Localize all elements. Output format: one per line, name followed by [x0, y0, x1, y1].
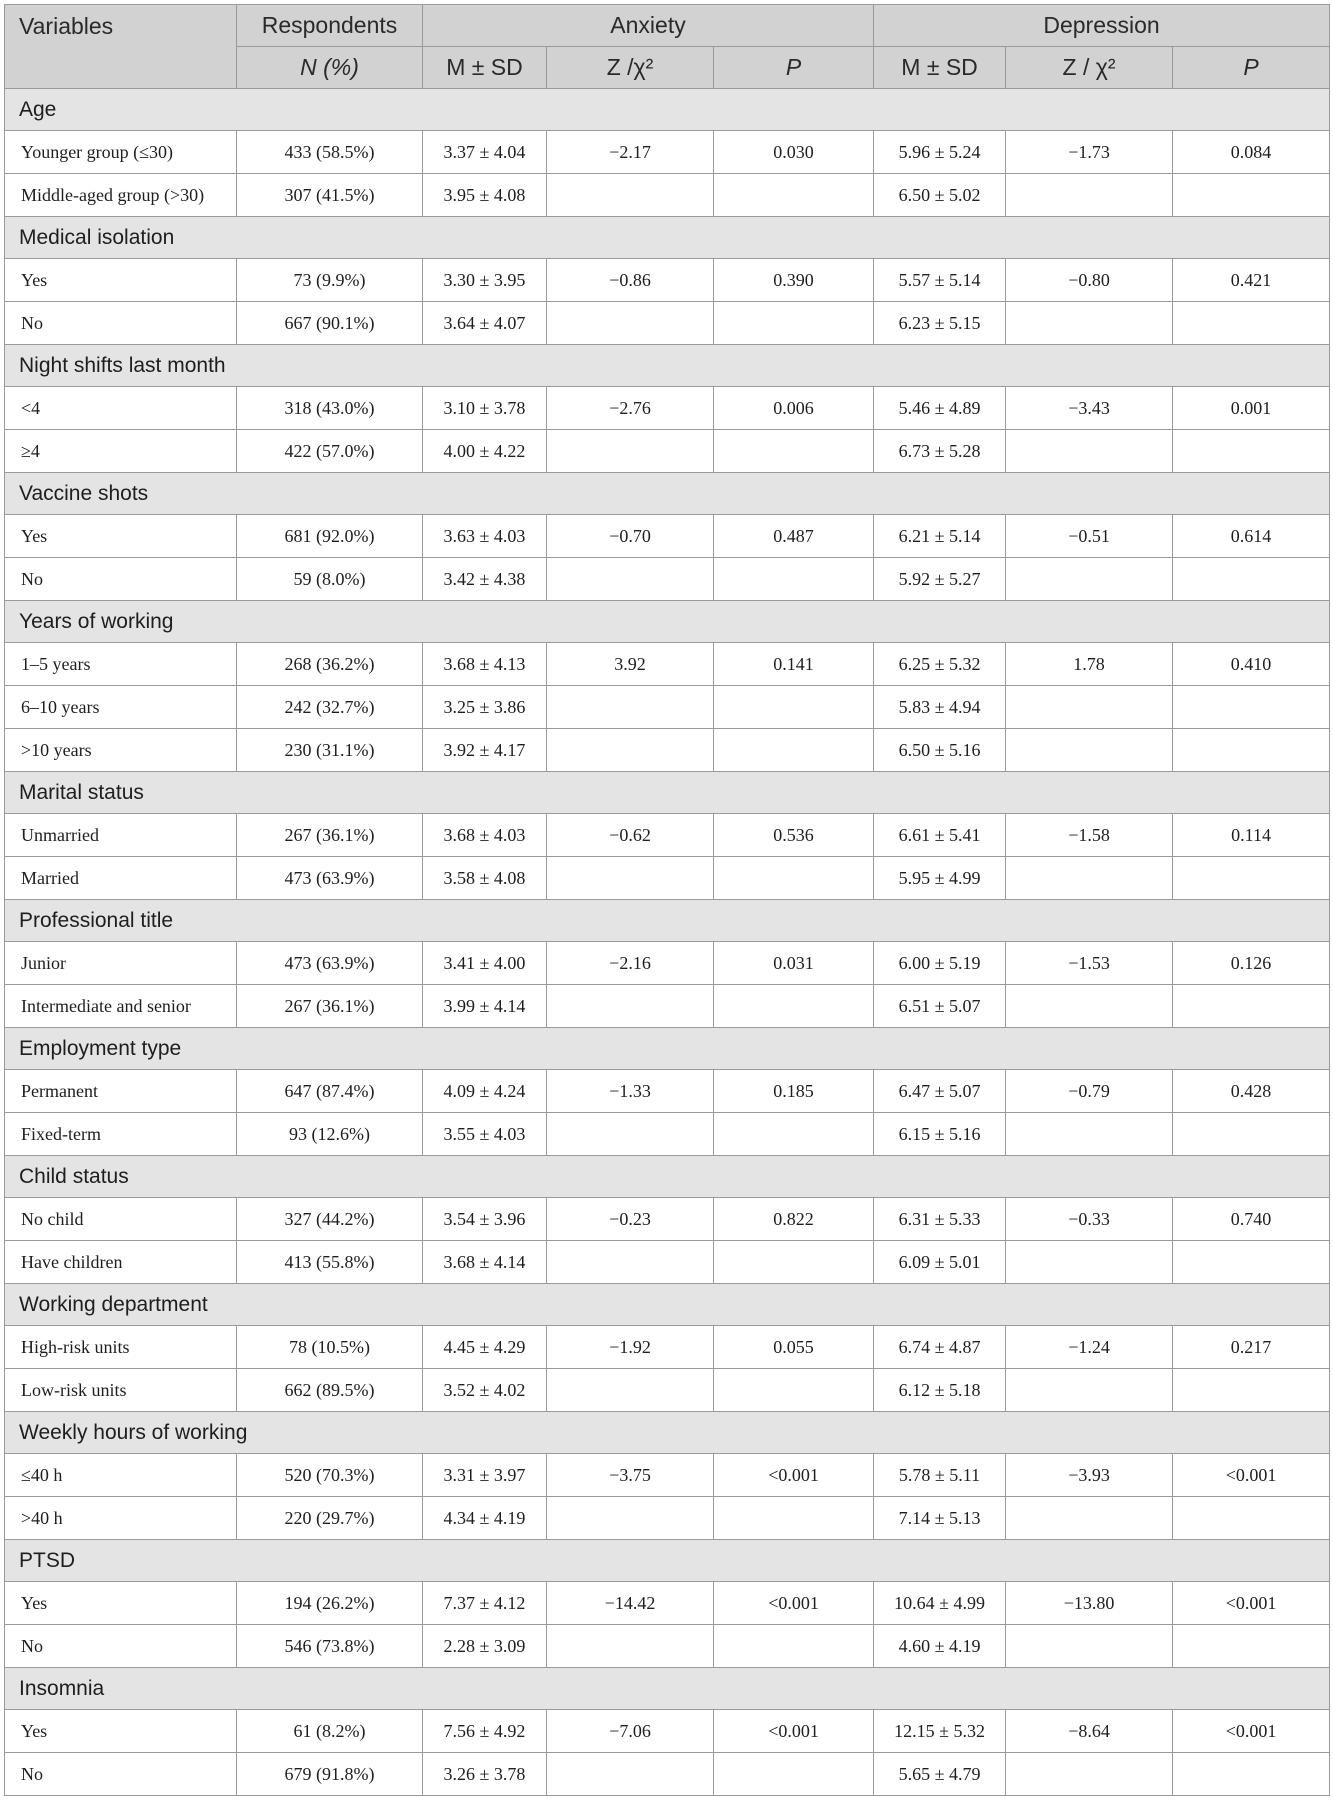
table-row [5, 1625, 1330, 1668]
depression-z-cell: −1.24 [1006, 1326, 1173, 1369]
anxiety-z-cell [547, 430, 714, 473]
respondents-cell: 220 (29.7%) [237, 1497, 423, 1540]
table-row [5, 686, 1330, 729]
depression-z-cell [1006, 857, 1173, 900]
anxiety-msd-cell: 3.31 ± 3.97 [423, 1454, 547, 1497]
depression-p-cell: <0.001 [1173, 1582, 1330, 1625]
header-depression-z: Z / χ² [1006, 47, 1173, 89]
respondents-cell: 520 (70.3%) [237, 1454, 423, 1497]
respondents-cell: 61 (8.2%) [237, 1710, 423, 1753]
anxiety-msd-cell: 3.68 ± 4.13 [423, 643, 547, 686]
depression-z-cell: −1.73 [1006, 131, 1173, 174]
respondents-cell: 268 (36.2%) [237, 643, 423, 686]
depression-p-cell [1173, 686, 1330, 729]
table-container [4, 4, 1329, 1796]
depression-z-cell: −3.93 [1006, 1454, 1173, 1497]
table-row [5, 174, 1330, 217]
depression-p-cell: 0.126 [1173, 942, 1330, 985]
anxiety-z-cell: −14.42 [547, 1582, 714, 1625]
anxiety-msd-cell: 3.63 ± 4.03 [423, 515, 547, 558]
row-label: No [5, 558, 237, 601]
anxiety-p-cell [714, 1753, 874, 1796]
anxiety-p-cell: <0.001 [714, 1582, 874, 1625]
group-row [5, 1028, 1330, 1070]
anxiety-z-cell: −2.16 [547, 942, 714, 985]
depression-p-cell: 0.114 [1173, 814, 1330, 857]
table-row [5, 430, 1330, 473]
depression-z-cell [1006, 729, 1173, 772]
header-variables: Variables [5, 5, 237, 89]
depression-msd-cell: 5.78 ± 5.11 [874, 1454, 1006, 1497]
depression-z-cell: −0.80 [1006, 259, 1173, 302]
table-row [5, 1241, 1330, 1284]
table-row [5, 1113, 1330, 1156]
group-row [5, 345, 1330, 387]
row-label: Married [5, 857, 237, 900]
respondents-cell: 230 (31.1%) [237, 729, 423, 772]
header-depression-p: P [1173, 47, 1330, 89]
depression-msd-cell: 6.73 ± 5.28 [874, 430, 1006, 473]
table-row [5, 387, 1330, 430]
row-label: Middle-aged group (>30) [5, 174, 237, 217]
depression-msd-cell: 6.25 ± 5.32 [874, 643, 1006, 686]
anxiety-msd-cell: 3.26 ± 3.78 [423, 1753, 547, 1796]
anxiety-msd-cell: 3.58 ± 4.08 [423, 857, 547, 900]
anxiety-z-cell [547, 1625, 714, 1668]
depression-p-cell [1173, 430, 1330, 473]
row-label: No [5, 1625, 237, 1668]
depression-p-cell: 0.001 [1173, 387, 1330, 430]
depression-p-cell: 0.217 [1173, 1326, 1330, 1369]
anxiety-p-cell [714, 558, 874, 601]
respondents-cell: 647 (87.4%) [237, 1070, 423, 1113]
table-row [5, 729, 1330, 772]
depression-msd-cell: 6.09 ± 5.01 [874, 1241, 1006, 1284]
anxiety-msd-cell: 3.55 ± 4.03 [423, 1113, 547, 1156]
table-row [5, 1497, 1330, 1540]
respondents-cell: 73 (9.9%) [237, 259, 423, 302]
depression-z-cell [1006, 1497, 1173, 1540]
respondents-cell: 267 (36.1%) [237, 814, 423, 857]
depression-msd-cell: 6.47 ± 5.07 [874, 1070, 1006, 1113]
anxiety-z-cell [547, 1369, 714, 1412]
depression-z-cell: −8.64 [1006, 1710, 1173, 1753]
header-n-pct: N (%) [237, 47, 423, 89]
table-row [5, 643, 1330, 686]
depression-p-cell [1173, 1497, 1330, 1540]
depression-z-cell [1006, 1113, 1173, 1156]
anxiety-z-cell: −0.70 [547, 515, 714, 558]
anxiety-p-cell [714, 857, 874, 900]
depression-msd-cell: 6.50 ± 5.02 [874, 174, 1006, 217]
anxiety-p-cell: 0.006 [714, 387, 874, 430]
respondents-cell: 194 (26.2%) [237, 1582, 423, 1625]
depression-msd-cell: 5.83 ± 4.94 [874, 686, 1006, 729]
anxiety-msd-cell: 2.28 ± 3.09 [423, 1625, 547, 1668]
respondents-cell: 681 (92.0%) [237, 515, 423, 558]
depression-msd-cell: 5.96 ± 5.24 [874, 131, 1006, 174]
anxiety-msd-cell: 4.09 ± 4.24 [423, 1070, 547, 1113]
depression-p-cell [1173, 1369, 1330, 1412]
anxiety-msd-cell: 3.54 ± 3.96 [423, 1198, 547, 1241]
row-label: Intermediate and senior [5, 985, 237, 1028]
row-label: Low-risk units [5, 1369, 237, 1412]
depression-msd-cell: 12.15 ± 5.32 [874, 1710, 1006, 1753]
anxiety-msd-cell: 3.25 ± 3.86 [423, 686, 547, 729]
anxiety-msd-cell: 3.68 ± 4.03 [423, 814, 547, 857]
depression-p-cell: 0.428 [1173, 1070, 1330, 1113]
anxiety-z-cell [547, 174, 714, 217]
anxiety-msd-cell: 3.10 ± 3.78 [423, 387, 547, 430]
depression-msd-cell: 6.00 ± 5.19 [874, 942, 1006, 985]
group-row [5, 89, 1330, 131]
table-body [5, 89, 1330, 1796]
group-row [5, 1284, 1330, 1326]
anxiety-z-cell: −2.76 [547, 387, 714, 430]
depression-msd-cell: 6.23 ± 5.15 [874, 302, 1006, 345]
anxiety-msd-cell: 3.64 ± 4.07 [423, 302, 547, 345]
anxiety-msd-cell: 3.52 ± 4.02 [423, 1369, 547, 1412]
depression-msd-cell: 6.15 ± 5.16 [874, 1113, 1006, 1156]
depression-msd-cell: 10.64 ± 4.99 [874, 1582, 1006, 1625]
group-title: Years of working [5, 601, 1330, 643]
anxiety-z-cell [547, 1241, 714, 1284]
table-row [5, 515, 1330, 558]
depression-z-cell [1006, 302, 1173, 345]
depression-z-cell [1006, 174, 1173, 217]
row-label: ≤40 h [5, 1454, 237, 1497]
depression-msd-cell: 5.65 ± 4.79 [874, 1753, 1006, 1796]
group-title: Vaccine shots [5, 473, 1330, 515]
depression-z-cell: −3.43 [1006, 387, 1173, 430]
anxiety-z-cell [547, 1497, 714, 1540]
row-label: No child [5, 1198, 237, 1241]
depression-p-cell [1173, 302, 1330, 345]
group-title: Insomnia [5, 1668, 1330, 1710]
respondents-cell: 413 (55.8%) [237, 1241, 423, 1284]
row-label: 6–10 years [5, 686, 237, 729]
anxiety-z-cell [547, 729, 714, 772]
depression-z-cell [1006, 686, 1173, 729]
table-row [5, 1198, 1330, 1241]
depression-p-cell [1173, 729, 1330, 772]
depression-msd-cell: 4.60 ± 4.19 [874, 1625, 1006, 1668]
anxiety-z-cell [547, 857, 714, 900]
anxiety-p-cell: <0.001 [714, 1454, 874, 1497]
anxiety-p-cell: 0.031 [714, 942, 874, 985]
respondents-cell: 327 (44.2%) [237, 1198, 423, 1241]
group-row [5, 1540, 1330, 1582]
respondents-cell: 662 (89.5%) [237, 1369, 423, 1412]
anxiety-msd-cell: 7.56 ± 4.92 [423, 1710, 547, 1753]
table-row [5, 259, 1330, 302]
group-title: Working department [5, 1284, 1330, 1326]
anxiety-msd-cell: 3.92 ± 4.17 [423, 729, 547, 772]
depression-msd-cell: 6.21 ± 5.14 [874, 515, 1006, 558]
anxiety-z-cell: 3.92 [547, 643, 714, 686]
anxiety-p-cell [714, 1497, 874, 1540]
anxiety-msd-cell: 3.30 ± 3.95 [423, 259, 547, 302]
depression-msd-cell: 5.92 ± 5.27 [874, 558, 1006, 601]
depression-z-cell: −13.80 [1006, 1582, 1173, 1625]
anxiety-z-cell: −1.92 [547, 1326, 714, 1369]
anxiety-p-cell: 0.487 [714, 515, 874, 558]
header-anxiety-z: Z /χ² [547, 47, 714, 89]
group-title: Medical isolation [5, 217, 1330, 259]
depression-p-cell: 0.740 [1173, 1198, 1330, 1241]
respondents-cell: 667 (90.1%) [237, 302, 423, 345]
depression-z-cell: −0.79 [1006, 1070, 1173, 1113]
anxiety-p-cell: 0.822 [714, 1198, 874, 1241]
row-label: <4 [5, 387, 237, 430]
group-row [5, 217, 1330, 259]
anxiety-z-cell [547, 302, 714, 345]
table-row [5, 1326, 1330, 1369]
anxiety-p-cell [714, 1241, 874, 1284]
anxiety-msd-cell: 7.37 ± 4.12 [423, 1582, 547, 1625]
depression-msd-cell: 5.95 ± 4.99 [874, 857, 1006, 900]
anxiety-z-cell: −0.62 [547, 814, 714, 857]
anxiety-msd-cell: 4.34 ± 4.19 [423, 1497, 547, 1540]
anxiety-z-cell: −0.23 [547, 1198, 714, 1241]
table-row [5, 814, 1330, 857]
anxiety-p-cell [714, 985, 874, 1028]
row-label: Yes [5, 1582, 237, 1625]
depression-z-cell [1006, 1241, 1173, 1284]
table-row [5, 1454, 1330, 1497]
depression-msd-cell: 6.50 ± 5.16 [874, 729, 1006, 772]
header-anxiety: Anxiety [423, 5, 874, 47]
anxiety-msd-cell: 3.99 ± 4.14 [423, 985, 547, 1028]
group-title: Weekly hours of working [5, 1412, 1330, 1454]
table-row [5, 1753, 1330, 1796]
group-row [5, 473, 1330, 515]
row-label: High-risk units [5, 1326, 237, 1369]
anxiety-p-cell [714, 1369, 874, 1412]
anxiety-z-cell [547, 1753, 714, 1796]
respondents-cell: 93 (12.6%) [237, 1113, 423, 1156]
group-row [5, 772, 1330, 814]
group-row [5, 1668, 1330, 1710]
depression-p-cell [1173, 174, 1330, 217]
respondents-cell: 318 (43.0%) [237, 387, 423, 430]
anxiety-p-cell: 0.185 [714, 1070, 874, 1113]
anxiety-msd-cell: 3.42 ± 4.38 [423, 558, 547, 601]
depression-z-cell: −0.51 [1006, 515, 1173, 558]
anxiety-msd-cell: 4.00 ± 4.22 [423, 430, 547, 473]
table-row [5, 131, 1330, 174]
row-label: Fixed-term [5, 1113, 237, 1156]
respondents-cell: 546 (73.8%) [237, 1625, 423, 1668]
anxiety-msd-cell: 3.68 ± 4.14 [423, 1241, 547, 1284]
anxiety-msd-cell: 4.45 ± 4.29 [423, 1326, 547, 1369]
depression-z-cell [1006, 1369, 1173, 1412]
depression-msd-cell: 6.51 ± 5.07 [874, 985, 1006, 1028]
anxiety-msd-cell: 3.41 ± 4.00 [423, 942, 547, 985]
depression-z-cell [1006, 1625, 1173, 1668]
header-anxiety-p: P [714, 47, 874, 89]
depression-msd-cell: 6.61 ± 5.41 [874, 814, 1006, 857]
table-row [5, 1070, 1330, 1113]
anxiety-p-cell: <0.001 [714, 1710, 874, 1753]
depression-p-cell: <0.001 [1173, 1710, 1330, 1753]
group-row [5, 1156, 1330, 1198]
table-row [5, 1369, 1330, 1412]
row-label: ≥4 [5, 430, 237, 473]
anxiety-p-cell [714, 1625, 874, 1668]
depression-z-cell: −1.58 [1006, 814, 1173, 857]
table-row [5, 302, 1330, 345]
group-title: Professional title [5, 900, 1330, 942]
header-anxiety-msd: M ± SD [423, 47, 547, 89]
row-label: Junior [5, 942, 237, 985]
group-title: Age [5, 89, 1330, 131]
group-title: Night shifts last month [5, 345, 1330, 387]
table-row [5, 558, 1330, 601]
depression-p-cell: <0.001 [1173, 1454, 1330, 1497]
depression-p-cell [1173, 1753, 1330, 1796]
depression-msd-cell: 6.31 ± 5.33 [874, 1198, 1006, 1241]
respondents-cell: 242 (32.7%) [237, 686, 423, 729]
respondents-cell: 679 (91.8%) [237, 1753, 423, 1796]
anxiety-p-cell: 0.390 [714, 259, 874, 302]
row-label: Unmarried [5, 814, 237, 857]
row-label: Yes [5, 259, 237, 302]
anxiety-z-cell: −7.06 [547, 1710, 714, 1753]
row-label: Yes [5, 515, 237, 558]
anxiety-p-cell [714, 430, 874, 473]
group-title: Employment type [5, 1028, 1330, 1070]
depression-msd-cell: 5.57 ± 5.14 [874, 259, 1006, 302]
anxiety-p-cell [714, 686, 874, 729]
depression-z-cell: 1.78 [1006, 643, 1173, 686]
depression-msd-cell: 5.46 ± 4.89 [874, 387, 1006, 430]
anxiety-msd-cell: 3.95 ± 4.08 [423, 174, 547, 217]
row-label: >40 h [5, 1497, 237, 1540]
header-depression: Depression [874, 5, 1330, 47]
depression-p-cell: 0.614 [1173, 515, 1330, 558]
depression-p-cell [1173, 1241, 1330, 1284]
row-label: Younger group (≤30) [5, 131, 237, 174]
anxiety-p-cell: 0.030 [714, 131, 874, 174]
depression-p-cell [1173, 558, 1330, 601]
anxiety-z-cell: −2.17 [547, 131, 714, 174]
row-label: >10 years [5, 729, 237, 772]
table-row [5, 942, 1330, 985]
anxiety-p-cell [714, 729, 874, 772]
depression-z-cell [1006, 558, 1173, 601]
respondents-cell: 267 (36.1%) [237, 985, 423, 1028]
results-table [4, 4, 1330, 1796]
respondents-cell: 473 (63.9%) [237, 857, 423, 900]
anxiety-p-cell [714, 302, 874, 345]
depression-z-cell [1006, 985, 1173, 1028]
anxiety-p-cell [714, 174, 874, 217]
respondents-cell: 473 (63.9%) [237, 942, 423, 985]
anxiety-z-cell [547, 558, 714, 601]
anxiety-z-cell: −0.86 [547, 259, 714, 302]
depression-z-cell [1006, 1753, 1173, 1796]
depression-p-cell [1173, 985, 1330, 1028]
depression-z-cell [1006, 430, 1173, 473]
table-row [5, 1582, 1330, 1625]
depression-msd-cell: 6.12 ± 5.18 [874, 1369, 1006, 1412]
depression-msd-cell: 6.74 ± 4.87 [874, 1326, 1006, 1369]
respondents-cell: 59 (8.0%) [237, 558, 423, 601]
row-label: 1–5 years [5, 643, 237, 686]
depression-msd-cell: 7.14 ± 5.13 [874, 1497, 1006, 1540]
anxiety-p-cell [714, 1113, 874, 1156]
depression-p-cell [1173, 1625, 1330, 1668]
group-row [5, 601, 1330, 643]
table-row [5, 1710, 1330, 1753]
group-title: PTSD [5, 1540, 1330, 1582]
respondents-cell: 78 (10.5%) [237, 1326, 423, 1369]
group-title: Marital status [5, 772, 1330, 814]
group-row [5, 1412, 1330, 1454]
row-label: Yes [5, 1710, 237, 1753]
anxiety-p-cell: 0.536 [714, 814, 874, 857]
row-label: No [5, 1753, 237, 1796]
depression-z-cell: −1.53 [1006, 942, 1173, 985]
depression-p-cell: 0.084 [1173, 131, 1330, 174]
table-header [5, 5, 1330, 89]
row-label: No [5, 302, 237, 345]
table-row [5, 857, 1330, 900]
depression-p-cell [1173, 857, 1330, 900]
header-respondents: Respondents [237, 5, 423, 47]
anxiety-z-cell: −3.75 [547, 1454, 714, 1497]
table-row [5, 985, 1330, 1028]
anxiety-z-cell [547, 985, 714, 1028]
anxiety-z-cell [547, 686, 714, 729]
anxiety-z-cell [547, 1113, 714, 1156]
row-label: Permanent [5, 1070, 237, 1113]
header-depression-msd: M ± SD [874, 47, 1006, 89]
depression-p-cell: 0.421 [1173, 259, 1330, 302]
row-label: Have children [5, 1241, 237, 1284]
depression-z-cell: −0.33 [1006, 1198, 1173, 1241]
anxiety-p-cell: 0.055 [714, 1326, 874, 1369]
group-row [5, 900, 1330, 942]
anxiety-msd-cell: 3.37 ± 4.04 [423, 131, 547, 174]
anxiety-z-cell: −1.33 [547, 1070, 714, 1113]
anxiety-p-cell: 0.141 [714, 643, 874, 686]
respondents-cell: 422 (57.0%) [237, 430, 423, 473]
respondents-cell: 307 (41.5%) [237, 174, 423, 217]
group-title: Child status [5, 1156, 1330, 1198]
depression-p-cell: 0.410 [1173, 643, 1330, 686]
depression-p-cell [1173, 1113, 1330, 1156]
respondents-cell: 433 (58.5%) [237, 131, 423, 174]
